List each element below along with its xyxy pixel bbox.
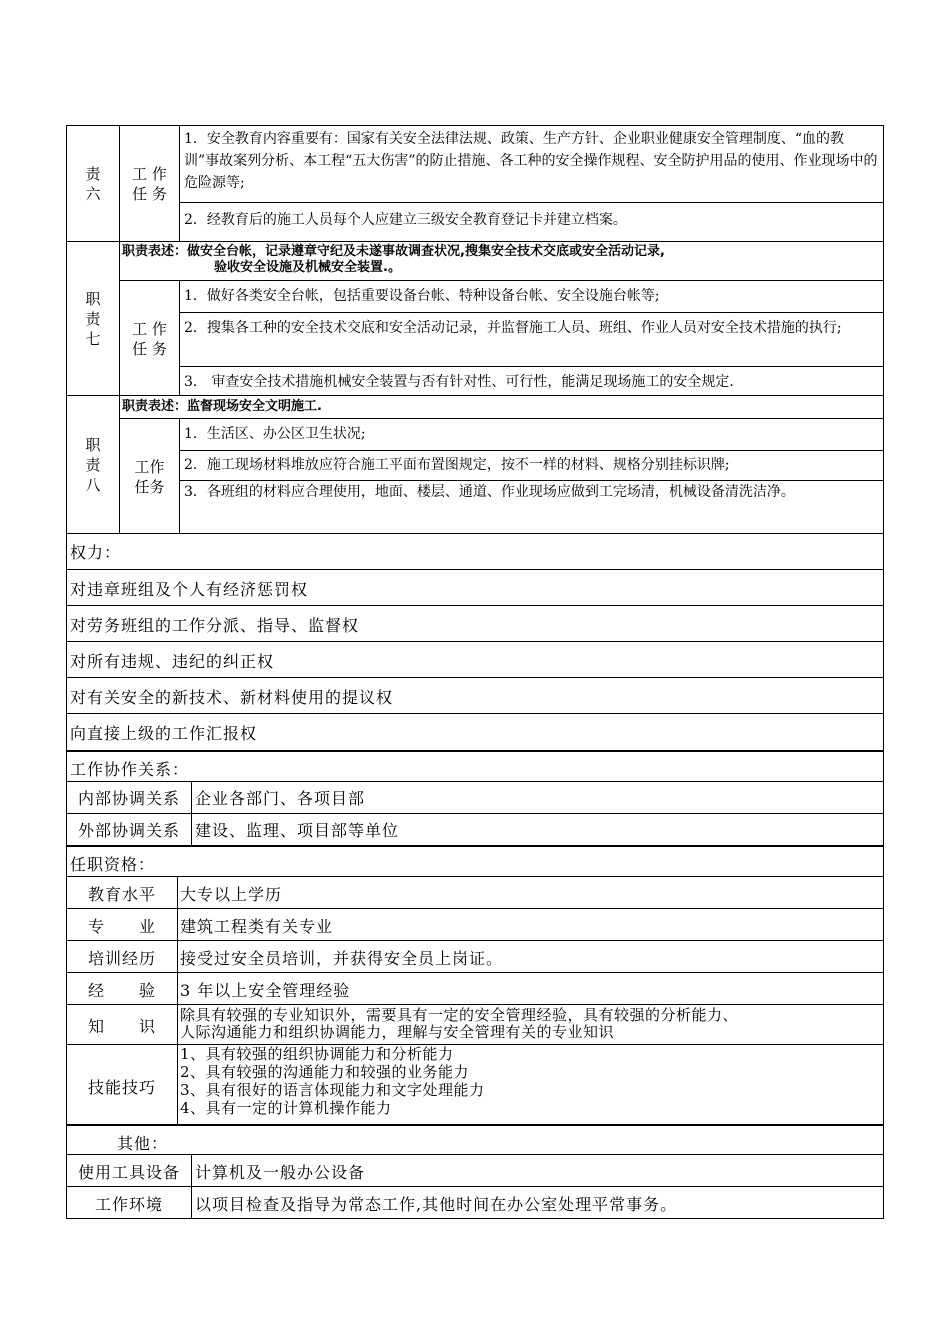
relation-label: 内部协调关系	[77, 789, 180, 808]
duty7-statement-line2: 验收安全设施及机械安全装置.。	[214, 260, 401, 275]
duty8-block	[66, 395, 884, 533]
duty8-item-1: 1．生活区、办公区卫生状况;	[179, 418, 883, 450]
qualification-label: 专 业	[87, 917, 156, 936]
power-item: 对违章班组及个人有经济惩罚权	[67, 569, 883, 605]
duty7-statement-line1: 职责表述：做安全台帐，记录遵章守纪及未遂事故调查状况,搜集安全技术交底或安全活动记录,	[122, 244, 665, 259]
qualification-label: 培训经历	[87, 949, 156, 968]
other-label: 工作环境	[94, 1195, 163, 1214]
skill-line: 2、具有较强的沟通能力和较强的业务能力	[180, 1063, 470, 1081]
qualification-row-experience	[67, 972, 883, 1004]
duty7-task-label: 工 作 任 务	[119, 280, 179, 396]
qualification-row-skills	[67, 1044, 883, 1124]
qualification-label: 教育水平	[87, 885, 156, 904]
qualification-label: 知 识	[87, 1017, 156, 1036]
relations-section	[66, 750, 884, 845]
powers-section	[66, 533, 884, 750]
skill-line: 1、具有较强的组织协调能力和分析能力	[180, 1045, 454, 1063]
qualification-row-education	[67, 876, 883, 908]
duty7-item-1: 1．做好各类安全台帐，包括重要设备台帐、特种设备台帐、安全设施台帐等;	[179, 280, 883, 312]
qualification-row-training	[67, 940, 883, 972]
skill-line: 3、具有很好的语言体现能力和文字处理能力	[180, 1081, 485, 1099]
qualification-value: 接受过安全员培训，并获得安全员上岗证。	[177, 941, 883, 972]
duty8-item-2: 2．施工现场材料堆放应符合施工平面布置图规定，按不一样的材料、规格分别挂标识牌;	[179, 450, 883, 480]
qualification-value: 3 年以上安全管理经验	[177, 973, 883, 1004]
qualification-row-knowledge	[67, 1004, 883, 1044]
power-item: 对有关安全的新技术、新材料使用的提议权	[67, 677, 883, 713]
relation-value: 建设、监理、项目部等单位	[191, 814, 883, 845]
relation-row-internal	[67, 781, 883, 813]
other-label: 使用工具设备	[77, 1163, 180, 1182]
duty8-task-label: 工作任务	[119, 418, 179, 534]
qualification-value: 建筑工程类有关专业	[177, 909, 883, 940]
qualifications-heading: 任职资格：	[67, 845, 883, 876]
duty6-item-1: 1．安全教育内容重要有：国家有关安全法律法规、政策、生产方针、企业职业健康安全管理制度、“血的教训”事故案列分析、本工程“五大伤害”的防止措施、各工种的安全操作规程、安全防护用品的使用、作业现场中的危险源等;	[179, 126, 883, 202]
qualification-label: 技能技巧	[87, 1078, 156, 1097]
relation-row-external	[67, 813, 883, 845]
duty8-label: 职责八	[85, 436, 101, 494]
power-item: 向直接上级的工作汇报权	[67, 713, 883, 750]
duty7-statement	[119, 242, 883, 280]
qualification-value: 大专以上学历	[177, 877, 883, 908]
duty7-label: 职责七	[85, 290, 101, 348]
relation-label: 外部协调关系	[77, 821, 180, 840]
duty8-item-3: 3．各班组的材料应合理使用，地面、楼层、通道、作业现场应做到工完场清，机械设备清洗洁净。	[179, 480, 883, 534]
skill-line: 4、具有一定的计算机操作能力	[180, 1099, 392, 1117]
duty8-statement: 职责表述：监督现场安全文明施工.	[119, 396, 883, 418]
qualifications-section	[66, 845, 884, 1124]
qualification-row-major	[67, 908, 883, 940]
duty6-label: 责六	[85, 165, 101, 203]
job-description-document	[66, 125, 884, 1219]
other-row-environment	[67, 1186, 883, 1218]
duty6-block	[66, 125, 884, 241]
duty6-task-label: 工 作 任 务	[119, 126, 179, 242]
knowledge-line-2: 人际沟通能力和组织协调能力，理解与安全管理有关的专业知识	[180, 1023, 615, 1041]
power-item: 对所有违规、违纪的纠正权	[67, 641, 883, 677]
qualification-label: 经 验	[87, 981, 156, 1000]
relation-value: 企业各部门、各项目部	[191, 782, 883, 813]
duty7-block	[66, 241, 884, 395]
other-heading: 其他：	[67, 1124, 883, 1154]
other-value: 计算机及一般办公设备	[191, 1155, 883, 1186]
duty7-item-2: 2．搜集各工种的安全技术交底和安全活动记录，并监督施工人员、班组、作业人员对安全技术措施的执行;	[179, 312, 883, 366]
qualification-value	[177, 1045, 883, 1124]
powers-heading: 权力：	[67, 533, 883, 569]
duty6-item-2: 2．经教育后的施工人员每个人应建立三级安全教育登记卡并建立档案。	[179, 202, 883, 242]
other-row-tools	[67, 1154, 883, 1186]
duty7-item-3: 3． 审查安全技术措施机械安全装置与否有针对性、可行性，能满足现场施工的安全规定.	[179, 366, 883, 396]
other-section	[66, 1124, 884, 1219]
relations-heading: 工作协作关系：	[67, 750, 883, 781]
qualification-value	[177, 1005, 883, 1044]
power-item: 对劳务班组的工作分派、指导、监督权	[67, 605, 883, 641]
knowledge-line-1: 除具有较强的专业知识外，需要具有一定的安全管理经验，具有较强的分析能力、	[180, 1006, 739, 1024]
other-value: 以项目检查及指导为常态工作,其他时间在办公室处理平常事务。	[191, 1187, 883, 1218]
